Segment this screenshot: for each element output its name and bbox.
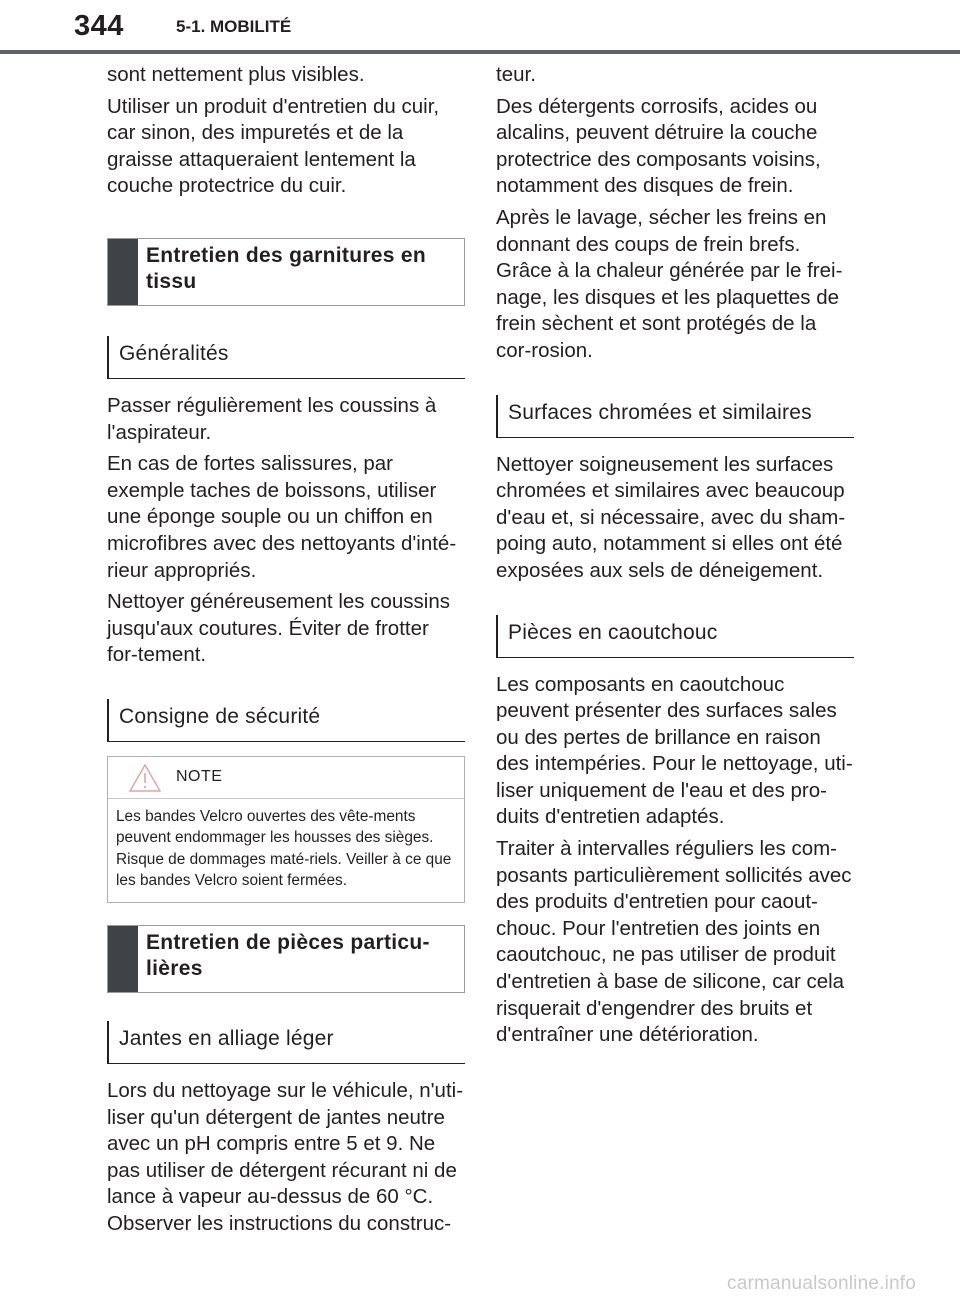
paragraph: Nettoyer soigneusement les surfaces chromées et similaires avec beaucoup d'eau et, si nécessaire, avec du sham-poing auto, notamment si elles ont été exposées aux sels de déneigement. <box>496 452 846 582</box>
heading-bar <box>108 926 138 992</box>
header-rule <box>0 50 960 54</box>
subheading: Jantes en alliage léger <box>107 1021 465 1064</box>
subheading: Généralités <box>107 336 465 379</box>
subheading: Surfaces chromées et similaires <box>496 395 854 438</box>
note-text: Les bandes Velcro ouvertes des vête-ments peuvent endommager les housses des sièges. Risque de dommages maté-riels. Veiller à ce que les bandes Velcro soient fermées. <box>116 807 452 890</box>
paragraph: teur. <box>496 63 536 86</box>
watermark <box>727 1273 942 1303</box>
subheading: Pièces en caoutchouc <box>496 615 854 658</box>
paragraph: Utiliser un produit d'entretien du cuir, car sinon, des impuretés et de la graisse attaqueraient lentement la couche protectrice du cuir. <box>107 94 440 198</box>
paragraph: sont nettement plus visibles. <box>107 63 365 86</box>
paragraph: Des détergents corrosifs, acides ou alcalins, peuvent détruire la couche protectrice des composants voisins, notamment des disques de frein. <box>496 94 821 198</box>
section-title: 5-1. MOBILITÉ <box>176 17 292 36</box>
watermark-text: carmanualsonline.info <box>727 1273 917 1294</box>
page-number: 344 <box>74 10 124 42</box>
paragraph: Traiter à intervalles réguliers les com-posants particulièrement sollicités avec des produits d'entretien pour caout-chouc. Pour l'entretien des joints en caoutchouc, ne pas utiliser de produit d'entretien à base de silicone, car cela risquerait d'engendrer des bruits et d'entraîner une détérioration. <box>496 837 852 1047</box>
paragraph: Nettoyer généreusement les coussins jusqu'aux coutures. Éviter de frotter for-tement. <box>107 590 450 667</box>
note-header <box>108 757 464 799</box>
paragraph: Les composants en caoutchouc peuvent présenter des surfaces sales ou des pertes de brillance en raison des intempéries. Pour le nettoyage, uti-liser uniquement de l'eau et des pro-duits d'entretien adaptés. <box>496 672 853 829</box>
paragraph: Passer régulièrement les coussins à l'aspirateur. <box>107 393 437 444</box>
section-heading: Entretien des garnitures en tissu <box>146 243 427 293</box>
subheading: Consigne de sécurité <box>107 699 465 742</box>
note-box <box>107 756 465 903</box>
right-column <box>496 62 854 1054</box>
page-header <box>0 0 960 56</box>
note-label: NOTE <box>176 767 223 785</box>
section-heading: Entretien de pièces particu-lières <box>146 930 430 980</box>
heading-bar <box>108 239 138 305</box>
paragraph: Après le lavage, sécher les freins en donnant des coups de frein brefs. Grâce à la chaleur générée par le frei-nage, les disques et les plaquettes de frein sèchent et sont protégés de la cor-rosion. <box>496 205 843 362</box>
paragraph: Lors du nettoyage sur le véhicule, n'uti-liser qu'un détergent de jantes neutre avec un pH compris entre 5 et 9. Ne pas utiliser de détergent récurant ni de lance à vapeur au-dessus de 60 °C. Observer les instructions du construc- <box>107 1078 464 1235</box>
section-heading-box <box>107 925 465 993</box>
section-heading-box <box>107 238 465 306</box>
paragraph: En cas de fortes salissures, par exemple taches de boissons, utiliser une éponge souple ou un chiffon en microfibres avec des nettoyants d'inté-rieur appropriés. <box>107 452 457 582</box>
left-column <box>107 62 465 1242</box>
warning-triangle-icon <box>128 763 162 793</box>
